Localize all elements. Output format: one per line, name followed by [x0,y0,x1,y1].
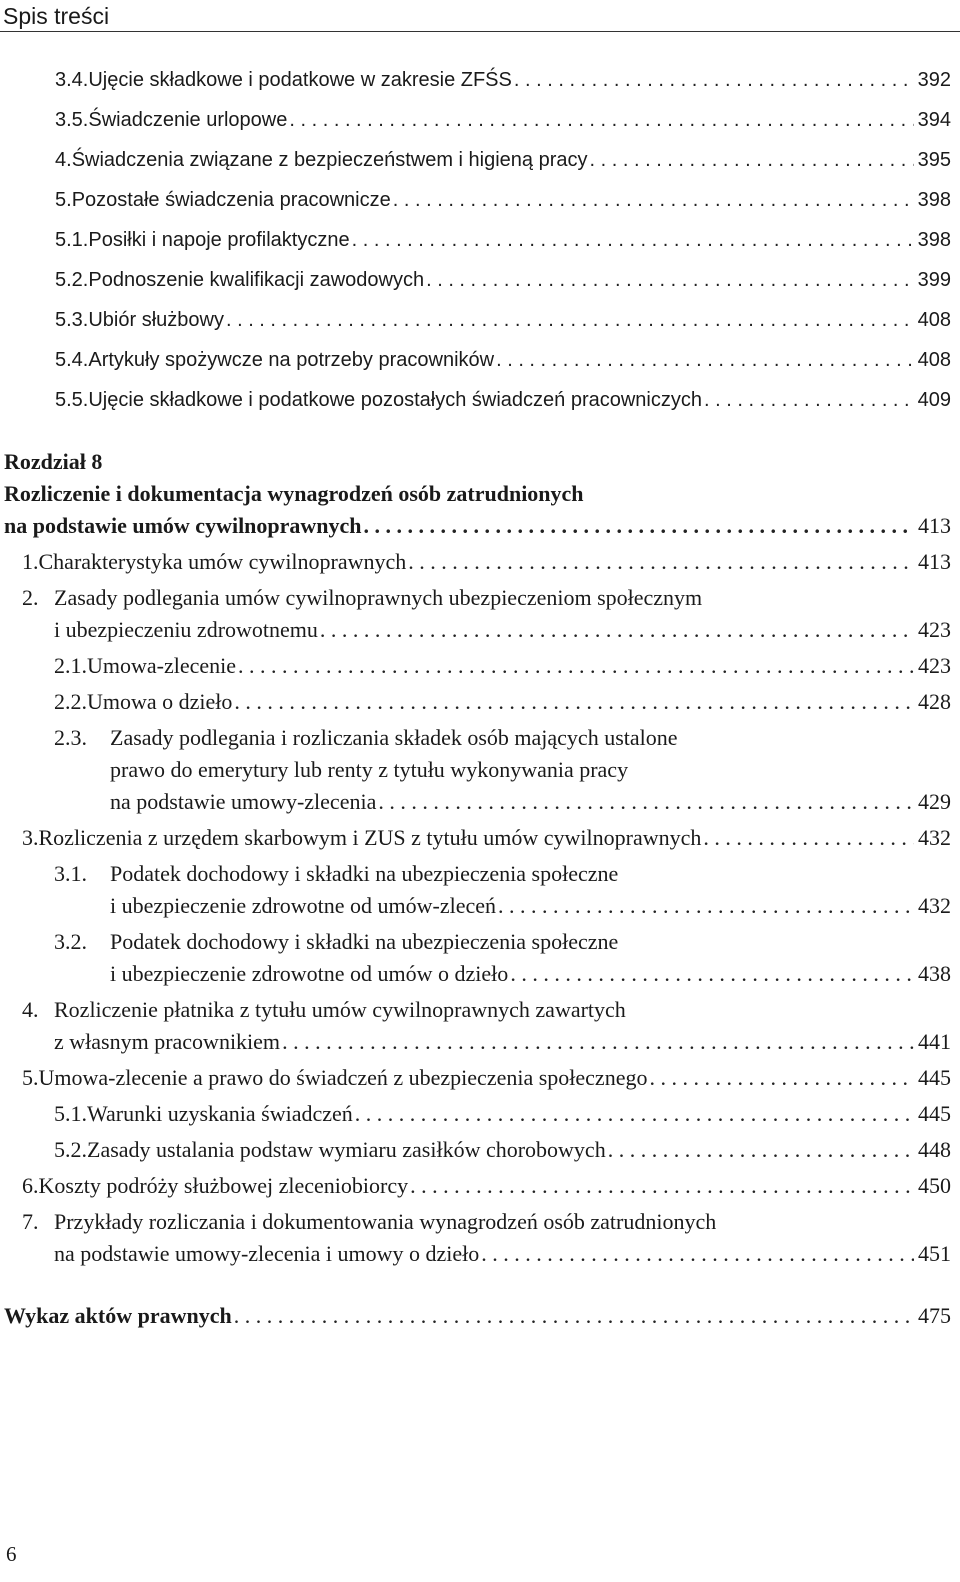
toc-entry[interactable] [54,616,951,644]
entry-page: 432 [918,825,951,850]
entry-title: z własnym pracownikiem [54,1029,281,1054]
entry-title: Koszty podróży służbowej zleceniobiorcy [38,1173,409,1198]
toc-entry[interactable] [22,824,951,852]
entry-title-line: Zasady podlegania umów cywilnoprawnych ubezpieczeniom społecznym [54,585,703,610]
entry-number: 3. [22,825,39,850]
entry-title-line: Podatek dochodowy i składki na ubezpieczenia społeczne [110,929,619,954]
dot-leader [238,652,914,680]
entry-title-line: Przykłady rozliczania i dokumentowania wynagrodzeń osób zatrudnionych [54,1209,717,1234]
toc-entry[interactable] [54,1028,951,1056]
entry-page: 441 [918,1029,951,1054]
entry-page: 423 [918,617,951,642]
toc-entry-line [54,860,618,888]
entry-number: 5.1. [55,229,89,251]
entry-page: 429 [918,789,951,814]
dot-leader [514,66,914,94]
header-rule [0,31,960,32]
entry-title: Posiłki i napoje profilaktyczne [88,229,350,251]
toc-entry[interactable] [54,688,951,716]
toc-entry-line [22,1208,716,1236]
dot-leader [481,1240,914,1268]
dot-leader [393,186,914,214]
dot-leader [289,106,913,134]
entry-page: 392 [917,69,951,91]
entry-number: 7. [22,1209,39,1234]
toc-entry-line: prawo do emerytury lub renty z tytułu wykonywania pracy [110,757,629,782]
dot-leader [226,306,914,334]
dot-leader [378,788,914,816]
chapter-label: Rozdział 8 [4,449,103,474]
entry-title: i ubezpieczenie zdrowotne od umów-zleceń [110,893,497,918]
entry-title: na podstawie umowy-zlecenia i umowy o dzieło [54,1241,480,1266]
entry-title: na podstawie umowy-zlecenia [110,789,377,814]
toc-entry-line [54,724,678,752]
entry-page: 445 [918,1065,951,1090]
entry-page: 394 [917,109,951,131]
toc-entry[interactable] [54,1240,951,1268]
entry-page: 428 [918,689,951,714]
entry-number: 5. [22,1065,39,1090]
toc-entry[interactable] [54,1136,951,1164]
toc-entry-line [54,928,618,956]
dot-leader [410,1172,914,1200]
toc-entry[interactable] [54,1100,951,1128]
entry-title: Umowa o dzieło [87,689,233,714]
entry-title: Umowa-zlecenie [87,653,237,678]
toc-entry-line [22,584,702,612]
toc-entry[interactable] [55,186,951,214]
entry-title-line: Zasady podlegania i rozliczania składek osób mających ustalone [110,725,678,750]
toc-entry-appendix[interactable] [4,1302,951,1330]
toc-entry[interactable] [55,346,951,374]
entry-title: Artykuły spożywcze na potrzeby pracowników [88,349,495,371]
dot-leader [703,824,914,852]
dot-leader [704,386,914,414]
entry-page: 438 [918,961,951,986]
entry-title: Pozostałe świadczenia pracownicze [71,189,391,211]
entry-title-line: Podatek dochodowy i składki na ubezpieczenia społeczne [110,861,619,886]
chapter-title-line: Rozliczenie i dokumentacja wynagrodzeń osób zatrudnionych [4,481,584,506]
dot-leader [352,226,914,254]
entry-title: Wykaz aktów prawnych [4,1303,232,1328]
entry-title: Warunki uzyskania świadczeń [87,1101,353,1126]
entry-page: 408 [917,349,951,371]
entry-number: 1. [22,549,39,574]
entry-title: na podstawie umów cywilnoprawnych [4,513,362,538]
entry-title: Ujęcie składkowe i podatkowe w zakresie ZFŚS [88,69,512,91]
toc-entry[interactable] [55,266,951,294]
entry-page: 398 [917,189,951,211]
entry-number: 2. [22,585,39,610]
entry-number: 2.2. [54,689,87,714]
header-title: Spis treści [3,3,110,29]
entry-number: 3.2. [54,929,87,954]
dot-leader [510,960,914,988]
entry-number: 5.4. [55,349,89,371]
dot-leader [320,616,914,644]
entry-page: 409 [917,389,951,411]
entry-number: 4. [22,997,39,1022]
entry-number: 4. [55,149,72,171]
entry-number: 5.1. [54,1101,87,1126]
entry-page: 448 [918,1137,951,1162]
entry-page: 413 [918,513,951,538]
toc-entry[interactable] [22,548,951,576]
entry-title: Umowa-zlecenie a prawo do świadczeń z ubezpieczenia społecznego [38,1065,648,1090]
toc-entry[interactable] [54,652,951,680]
dot-leader [426,266,914,294]
toc-entry[interactable] [55,386,951,414]
toc-entry[interactable] [55,66,951,94]
entry-title: Ubiór służbowy [88,309,224,331]
entry-title-line: Rozliczenie płatnika z tytułu umów cywilnoprawnych zawartych [54,997,626,1022]
dot-leader [355,1100,914,1128]
dot-leader [496,346,914,374]
entry-title: Charakterystyka umów cywilnoprawnych [38,549,407,574]
toc-entry[interactable] [22,1064,951,1092]
dot-leader [649,1064,914,1092]
entry-number: 5. [55,189,72,211]
dot-leader [234,1302,914,1330]
page-number: 6 [6,1542,17,1566]
entry-title: i ubezpieczenie zdrowotne od umów o dzieło [110,961,509,986]
entry-page: 475 [918,1303,951,1328]
dot-leader [498,892,914,920]
dot-leader [282,1028,914,1056]
entry-number: 5.3. [55,309,89,331]
entry-page: 395 [917,149,951,171]
entry-page: 399 [917,269,951,291]
entry-number: 5.2. [55,269,89,291]
entry-title: i ubezpieczeniu zdrowotnemu [54,617,318,642]
entry-number: 5.5. [55,389,89,411]
entry-page: 432 [918,893,951,918]
entry-page: 450 [918,1173,951,1198]
entry-page: 423 [918,653,951,678]
entry-title: Zasady ustalania podstaw wymiaru zasiłków chorobowych [87,1137,606,1162]
entry-page: 408 [917,309,951,331]
entry-title: Świadczenia związane z bezpieczeństwem i higieną pracy [71,149,588,171]
entry-page: 398 [917,229,951,251]
entry-number: 3.1. [54,861,87,886]
entry-title: Świadczenie urlopowe [88,109,288,131]
toc-entry[interactable] [55,106,951,134]
dot-leader [590,146,914,174]
toc-entry[interactable] [55,306,951,334]
entry-number: 6. [22,1173,39,1198]
toc-entry[interactable] [110,960,951,988]
dot-leader [234,688,914,716]
toc-entry[interactable] [55,226,951,254]
toc-entry[interactable] [110,788,951,816]
entry-number: 5.2. [54,1137,87,1162]
entry-page: 413 [918,549,951,574]
entry-title: Rozliczenia z urzędem skarbowym i ZUS z tytułu umów cywilnoprawnych [38,825,702,850]
entry-title: Ujęcie składkowe i podatkowe pozostałych świadczeń pracowniczych [88,389,702,411]
dot-leader [408,548,914,576]
page-header [0,0,960,34]
toc-entry-line [22,996,626,1024]
toc-entry[interactable] [55,146,951,174]
entry-number: 2.1. [54,653,87,678]
entry-title: Podnoszenie kwalifikacji zawodowych [88,269,425,291]
entry-page: 445 [918,1101,951,1126]
toc-entry-chapter[interactable] [4,512,951,540]
toc-entry[interactable] [22,1172,951,1200]
entry-page: 451 [918,1241,951,1266]
toc-entry[interactable] [110,892,951,920]
entry-number: 3.5. [55,109,89,131]
entry-number: 3.4. [55,69,89,91]
entry-number: 2.3. [54,725,87,750]
dot-leader [364,512,914,540]
dot-leader [608,1136,914,1164]
